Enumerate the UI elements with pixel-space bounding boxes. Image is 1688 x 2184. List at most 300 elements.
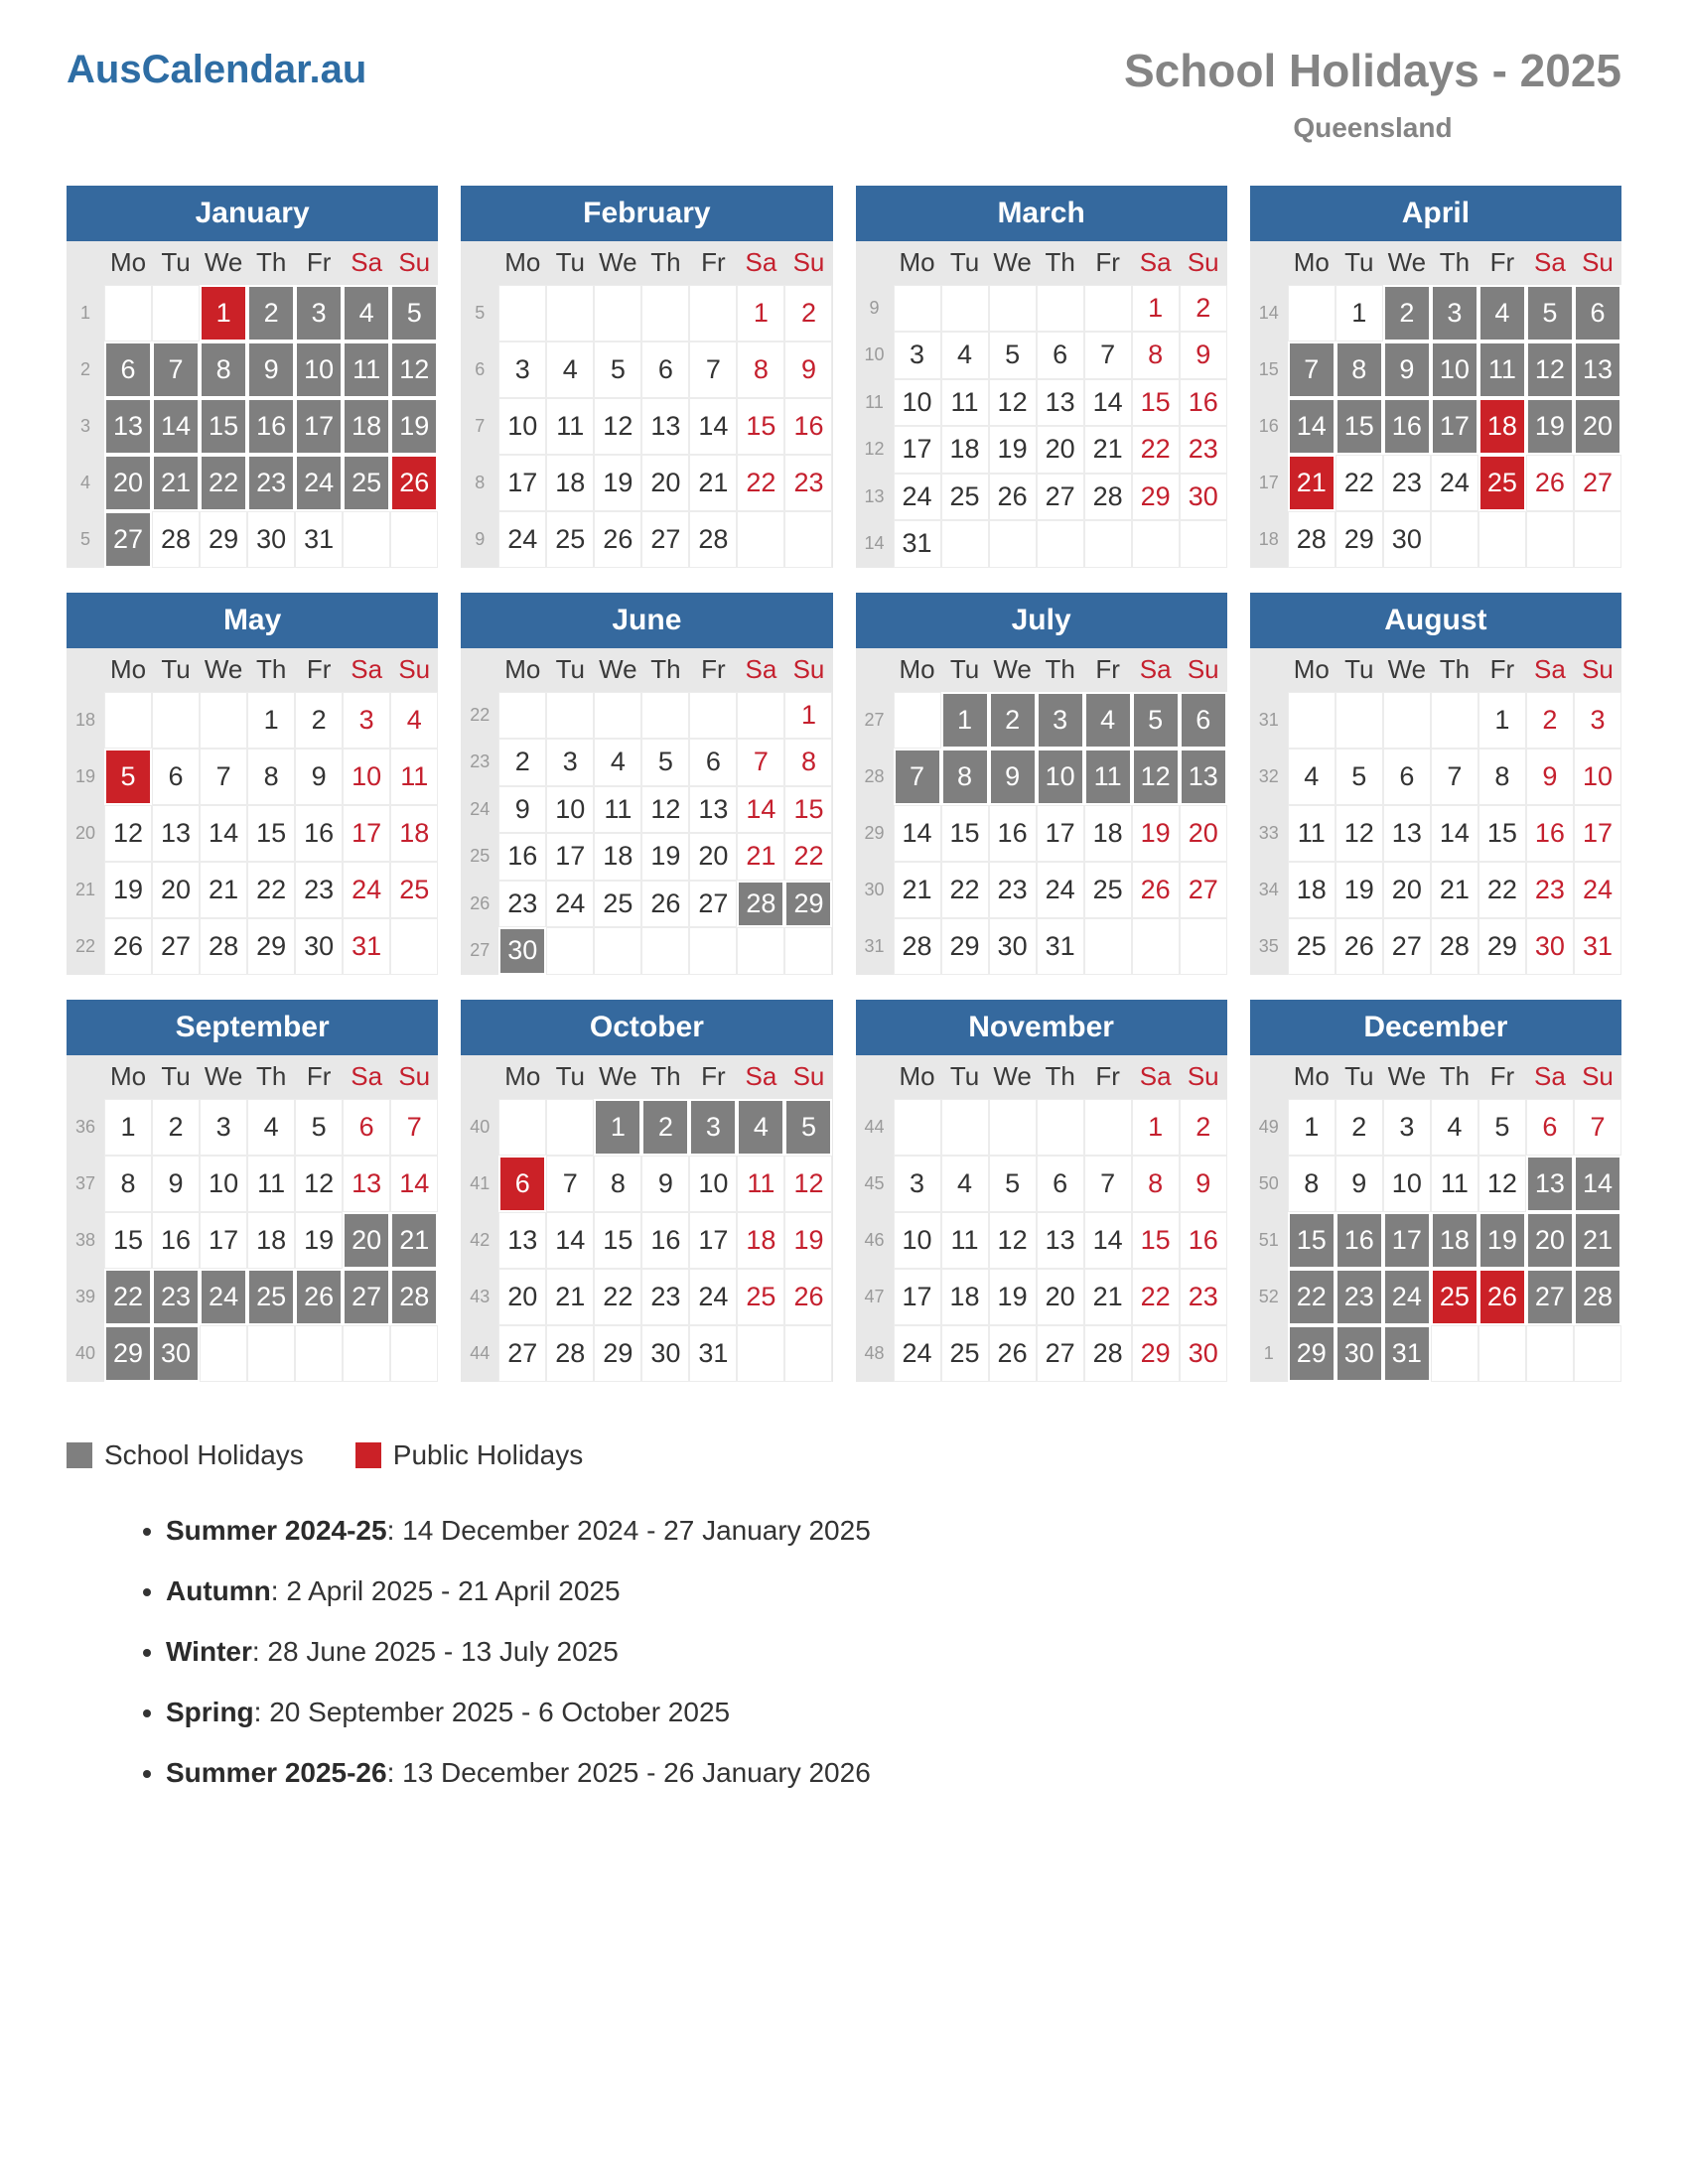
- day-cell: 27: [1574, 455, 1621, 511]
- month-calendar-march: [856, 186, 1227, 568]
- day-of-week-header: We: [204, 654, 243, 685]
- day-cell: 27: [1037, 1325, 1084, 1382]
- month-title: April: [1250, 186, 1621, 241]
- day-cell: 10: [1574, 749, 1621, 805]
- day-cell: 8: [104, 1156, 152, 1212]
- day-cell: 24: [546, 881, 594, 928]
- empty-day-cell: [498, 692, 546, 740]
- empty-day-cell: [546, 927, 594, 975]
- day-cell: 5: [104, 749, 152, 805]
- site-logo[interactable]: AusCalendar.au: [67, 48, 367, 91]
- day-cell: 12: [989, 1212, 1037, 1269]
- legend: [67, 1439, 1621, 1471]
- month-title: October: [461, 1000, 832, 1055]
- empty-day-cell: [894, 1099, 941, 1156]
- day-cell: 9: [1383, 341, 1431, 398]
- week-number: 20: [74, 822, 96, 843]
- day-cell: 6: [641, 341, 689, 398]
- day-of-week-header: Mo: [109, 654, 147, 685]
- day-cell: 13: [1526, 1156, 1574, 1212]
- day-cell: 10: [894, 1212, 941, 1269]
- day-cell: 25: [1478, 455, 1526, 511]
- week-number: 7: [475, 415, 486, 436]
- day-cell: 13: [1037, 1212, 1084, 1269]
- day-cell: 1: [247, 692, 295, 749]
- day-cell: 17: [1037, 805, 1084, 862]
- empty-day-cell: [784, 1325, 832, 1382]
- day-cell: 30: [1336, 1325, 1383, 1382]
- day-cell: 30: [641, 1325, 689, 1382]
- day-cell: 6: [1180, 692, 1227, 749]
- empty-day-cell: [1526, 511, 1574, 568]
- day-of-week-header: Sa: [351, 654, 383, 685]
- day-cell: 2: [1180, 285, 1227, 333]
- day-of-week-header: Th: [1439, 654, 1471, 685]
- empty-day-cell: [1180, 918, 1227, 975]
- day-cell: 11: [1431, 1156, 1478, 1212]
- day-cell: 1: [594, 1099, 641, 1156]
- week-number: 25: [470, 846, 491, 867]
- day-of-week-header: Tu: [161, 1061, 191, 1092]
- day-cell: 3: [1431, 285, 1478, 341]
- day-cell: 2: [1180, 1099, 1227, 1156]
- month-calendar-september: [67, 1000, 438, 1382]
- week-number: 51: [1258, 1229, 1279, 1250]
- day-cell: 24: [894, 474, 941, 521]
- day-cell: 23: [784, 455, 832, 511]
- day-cell: 9: [989, 749, 1037, 805]
- month-calendar-july: [856, 593, 1227, 975]
- day-cell: 2: [247, 285, 295, 341]
- week-number: 15: [1258, 358, 1279, 379]
- month-title: September: [67, 1000, 438, 1055]
- empty-day-cell: [941, 285, 989, 333]
- day-cell: 30: [1180, 474, 1227, 521]
- day-of-week-header: Fr: [1095, 654, 1120, 685]
- day-of-week-header: We: [1387, 247, 1427, 278]
- corner-cell: [1250, 1055, 1288, 1099]
- legend-label: School Holidays: [104, 1438, 304, 1470]
- day-cell: 20: [1037, 1269, 1084, 1325]
- day-of-week-header: Sa: [351, 247, 383, 278]
- day-cell: 8: [1132, 332, 1180, 379]
- day-of-week-header: Tu: [949, 654, 980, 685]
- week-number: 31: [1258, 709, 1279, 730]
- day-cell: 29: [200, 511, 247, 568]
- day-cell: 10: [1383, 1156, 1431, 1212]
- month-calendar-december: [1250, 1000, 1621, 1382]
- day-cell: 27: [1383, 918, 1431, 975]
- day-cell: 11: [1084, 749, 1132, 805]
- day-cell: 24: [1383, 1269, 1431, 1325]
- day-cell: 10: [689, 1156, 737, 1212]
- month-table: [856, 1055, 1227, 1382]
- week-number: 9: [475, 528, 486, 549]
- corner-cell: [67, 241, 104, 285]
- week-number: 48: [864, 1342, 885, 1363]
- week-number: 1: [1263, 1342, 1274, 1363]
- day-cell: 26: [1526, 455, 1574, 511]
- empty-day-cell: [200, 1325, 247, 1382]
- day-cell: 19: [784, 1212, 832, 1269]
- week-number: 50: [1258, 1172, 1279, 1193]
- day-of-week-header: Mo: [1293, 1061, 1330, 1092]
- day-cell: 18: [594, 833, 641, 881]
- day-cell: 14: [1084, 379, 1132, 427]
- empty-day-cell: [1478, 1325, 1526, 1382]
- legend-item-school: [67, 1439, 304, 1471]
- holiday-period-label: Autumn: [166, 1574, 271, 1606]
- day-of-week-header: Su: [792, 654, 825, 685]
- day-of-week-header: Mo: [899, 1061, 935, 1092]
- day-cell: 29: [247, 918, 295, 975]
- day-cell: 2: [1336, 1099, 1383, 1156]
- day-cell: 27: [343, 1269, 390, 1325]
- empty-day-cell: [343, 511, 390, 568]
- day-cell: 30: [1383, 511, 1431, 568]
- week-number: 14: [1258, 302, 1279, 323]
- day-cell: 26: [784, 1269, 832, 1325]
- day-cell: 27: [689, 881, 737, 928]
- day-cell: 5: [594, 341, 641, 398]
- day-cell: 16: [1180, 379, 1227, 427]
- day-of-week-header: Su: [1582, 247, 1614, 278]
- day-of-week-header: Th: [650, 654, 681, 685]
- holiday-period-label: Summer 2025-26: [166, 1756, 387, 1788]
- week-number: 52: [1258, 1286, 1279, 1306]
- day-cell: 7: [737, 739, 784, 786]
- day-of-week-header: Mo: [899, 247, 935, 278]
- day-cell: 31: [1037, 918, 1084, 975]
- week-number: 33: [1258, 822, 1279, 843]
- day-cell: 4: [1431, 1099, 1478, 1156]
- day-cell: 16: [1383, 398, 1431, 455]
- day-cell: 4: [941, 332, 989, 379]
- day-of-week-header: We: [599, 654, 637, 685]
- week-number: 8: [475, 472, 486, 492]
- day-cell: 12: [989, 379, 1037, 427]
- corner-cell: [461, 648, 498, 692]
- day-cell: 4: [546, 341, 594, 398]
- day-cell: 15: [1288, 1212, 1336, 1269]
- day-cell: 16: [152, 1212, 200, 1269]
- day-cell: 29: [104, 1325, 152, 1382]
- holiday-period-item: • Spring: 20 September 2025 - 6 October 2025: [166, 1697, 1621, 1728]
- day-cell: 21: [1084, 426, 1132, 474]
- day-cell: 23: [498, 881, 546, 928]
- day-of-week-header: Th: [255, 247, 287, 278]
- day-cell: 12: [594, 398, 641, 455]
- empty-day-cell: [1431, 1325, 1478, 1382]
- month-title: July: [856, 593, 1227, 648]
- empty-day-cell: [641, 927, 689, 975]
- week-number: 27: [470, 940, 491, 961]
- day-of-week-header: Fr: [1489, 1061, 1515, 1092]
- day-cell: 6: [152, 749, 200, 805]
- day-cell: 19: [104, 862, 152, 918]
- month-table: [1250, 241, 1621, 568]
- day-cell: 30: [1180, 1325, 1227, 1382]
- day-cell: 16: [1336, 1212, 1383, 1269]
- week-number: 13: [864, 485, 885, 506]
- day-cell: 28: [689, 511, 737, 568]
- day-of-week-header: Sa: [351, 1061, 383, 1092]
- day-cell: 17: [1431, 398, 1478, 455]
- day-of-week-header: Su: [398, 1061, 431, 1092]
- day-cell: 17: [200, 1212, 247, 1269]
- day-cell: 21: [1574, 1212, 1621, 1269]
- day-cell: 8: [1132, 1156, 1180, 1212]
- day-cell: 27: [1180, 862, 1227, 918]
- day-cell: 9: [295, 749, 343, 805]
- day-cell: 7: [894, 749, 941, 805]
- day-cell: 25: [546, 511, 594, 568]
- day-cell: 5: [1526, 285, 1574, 341]
- day-cell: 20: [1037, 426, 1084, 474]
- day-of-week-header: We: [599, 1061, 637, 1092]
- empty-day-cell: [1288, 692, 1336, 749]
- day-cell: 3: [1037, 692, 1084, 749]
- day-cell: 18: [941, 1269, 989, 1325]
- month-calendar-august: [1250, 593, 1621, 975]
- day-cell: 22: [200, 455, 247, 511]
- day-cell: 22: [737, 455, 784, 511]
- day-cell: 26: [390, 455, 438, 511]
- month-table: [1250, 648, 1621, 975]
- day-cell: 29: [594, 1325, 641, 1382]
- legend-label: Public Holidays: [392, 1438, 584, 1470]
- day-cell: 8: [941, 749, 989, 805]
- day-cell: 25: [343, 455, 390, 511]
- day-of-week-header: Sa: [1139, 1061, 1172, 1092]
- month-table: [1250, 1055, 1621, 1382]
- day-cell: 23: [1526, 862, 1574, 918]
- day-cell: 31: [343, 918, 390, 975]
- empty-day-cell: [894, 285, 941, 333]
- day-cell: 8: [1336, 341, 1383, 398]
- day-of-week-header: Mo: [504, 654, 541, 685]
- week-number: 5: [475, 302, 486, 323]
- day-of-week-header: Su: [1582, 1061, 1614, 1092]
- day-cell: 16: [498, 833, 546, 881]
- day-cell: 7: [1574, 1099, 1621, 1156]
- day-of-week-header: Tu: [555, 247, 585, 278]
- holiday-period-label: Winter: [166, 1635, 252, 1667]
- day-cell: 9: [247, 341, 295, 398]
- holiday-periods-list: [67, 1515, 1621, 1789]
- day-cell: 27: [104, 511, 152, 568]
- empty-day-cell: [1574, 1325, 1621, 1382]
- day-cell: 28: [152, 511, 200, 568]
- day-cell: 9: [1180, 1156, 1227, 1212]
- day-cell: 22: [784, 833, 832, 881]
- day-of-week-header: We: [1387, 1061, 1427, 1092]
- week-number: 42: [470, 1229, 491, 1250]
- week-number: 28: [864, 765, 885, 786]
- day-cell: 4: [1288, 749, 1336, 805]
- day-cell: 6: [1526, 1099, 1574, 1156]
- day-cell: 15: [104, 1212, 152, 1269]
- week-number: 5: [79, 528, 90, 549]
- corner-cell: [1250, 648, 1288, 692]
- day-cell: 12: [1132, 749, 1180, 805]
- day-cell: 7: [152, 341, 200, 398]
- day-cell: 30: [247, 511, 295, 568]
- day-cell: 16: [989, 805, 1037, 862]
- day-cell: 20: [104, 455, 152, 511]
- week-number: 37: [74, 1172, 96, 1193]
- day-cell: 15: [1478, 805, 1526, 862]
- day-cell: 7: [546, 1156, 594, 1212]
- day-cell: 4: [941, 1156, 989, 1212]
- empty-day-cell: [941, 520, 989, 568]
- empty-day-cell: [1084, 918, 1132, 975]
- empty-day-cell: [594, 692, 641, 740]
- week-number: 31: [864, 935, 885, 956]
- month-title: January: [67, 186, 438, 241]
- day-of-week-header: Mo: [1293, 654, 1330, 685]
- week-number: 29: [864, 822, 885, 843]
- day-cell: 24: [343, 862, 390, 918]
- month-calendar-january: [67, 186, 438, 568]
- month-calendar-october: [461, 1000, 832, 1382]
- day-cell: 16: [641, 1212, 689, 1269]
- day-cell: 2: [152, 1099, 200, 1156]
- day-cell: 15: [784, 786, 832, 834]
- day-cell: 1: [941, 692, 989, 749]
- day-cell: 8: [1288, 1156, 1336, 1212]
- day-cell: 7: [689, 341, 737, 398]
- day-cell: 26: [1132, 862, 1180, 918]
- day-cell: 18: [941, 426, 989, 474]
- day-cell: 19: [1132, 805, 1180, 862]
- day-cell: 25: [941, 1325, 989, 1382]
- day-cell: 28: [1574, 1269, 1621, 1325]
- week-number: 1: [79, 302, 90, 323]
- day-cell: 29: [784, 881, 832, 928]
- day-cell: 8: [247, 749, 295, 805]
- holiday-period-item: • Summer 2025-26: 13 December 2025 - 26 January 2026: [166, 1757, 1621, 1789]
- empty-day-cell: [737, 927, 784, 975]
- day-cell: 16: [1180, 1212, 1227, 1269]
- day-cell: 30: [989, 918, 1037, 975]
- day-cell: 6: [1037, 332, 1084, 379]
- day-of-week-header: Tu: [555, 1061, 585, 1092]
- empty-day-cell: [689, 927, 737, 975]
- legend-item-public: [355, 1439, 583, 1471]
- day-cell: 11: [546, 398, 594, 455]
- month-table: [461, 241, 832, 568]
- day-cell: 20: [1574, 398, 1621, 455]
- day-cell: 17: [498, 455, 546, 511]
- day-of-week-header: We: [993, 1061, 1032, 1092]
- empty-day-cell: [641, 285, 689, 341]
- day-cell: 15: [247, 805, 295, 862]
- day-of-week-header: Su: [398, 247, 431, 278]
- day-of-week-header: Tu: [1344, 654, 1374, 685]
- day-cell: 9: [1526, 749, 1574, 805]
- empty-day-cell: [1574, 511, 1621, 568]
- day-cell: 17: [689, 1212, 737, 1269]
- day-cell: 23: [641, 1269, 689, 1325]
- holiday-period-item: • Autumn: 2 April 2025 - 21 April 2025: [166, 1575, 1621, 1607]
- day-of-week-header: Sa: [1139, 654, 1172, 685]
- week-number: 19: [74, 765, 96, 786]
- day-cell: 1: [1478, 692, 1526, 749]
- empty-day-cell: [498, 1099, 546, 1156]
- empty-day-cell: [343, 1325, 390, 1382]
- month-table: [461, 1055, 832, 1382]
- day-cell: 22: [1132, 426, 1180, 474]
- day-of-week-header: We: [599, 247, 637, 278]
- day-cell: 5: [390, 285, 438, 341]
- day-cell: 11: [247, 1156, 295, 1212]
- week-number: 4: [79, 472, 90, 492]
- day-cell: 11: [737, 1156, 784, 1212]
- day-of-week-header: Tu: [161, 247, 191, 278]
- month-title: November: [856, 1000, 1227, 1055]
- day-cell: 7: [200, 749, 247, 805]
- day-cell: 27: [1037, 474, 1084, 521]
- empty-day-cell: [689, 285, 737, 341]
- day-cell: 13: [152, 805, 200, 862]
- day-cell: 9: [152, 1156, 200, 1212]
- empty-day-cell: [641, 692, 689, 740]
- day-cell: 12: [390, 341, 438, 398]
- empty-day-cell: [1132, 918, 1180, 975]
- day-cell: 12: [784, 1156, 832, 1212]
- day-cell: 6: [104, 341, 152, 398]
- empty-day-cell: [737, 692, 784, 740]
- page-subtitle-region: Queensland: [1293, 111, 1453, 143]
- day-cell: 9: [641, 1156, 689, 1212]
- week-number: 14: [864, 533, 885, 554]
- day-cell: 9: [1180, 332, 1227, 379]
- day-cell: 25: [941, 474, 989, 521]
- day-cell: 3: [689, 1099, 737, 1156]
- day-cell: 5: [1336, 749, 1383, 805]
- day-cell: 24: [498, 511, 546, 568]
- week-number: 39: [74, 1286, 96, 1306]
- day-cell: 10: [343, 749, 390, 805]
- day-cell: 19: [989, 1269, 1037, 1325]
- day-of-week-header: Mo: [109, 247, 147, 278]
- day-cell: 21: [1431, 862, 1478, 918]
- day-of-week-header: Su: [1187, 654, 1219, 685]
- day-cell: 23: [1180, 426, 1227, 474]
- day-cell: 5: [641, 739, 689, 786]
- holiday-period-item: • Summer 2024-25: 14 December 2024 - 27 January 2025: [166, 1515, 1621, 1547]
- empty-day-cell: [390, 511, 438, 568]
- empty-day-cell: [1037, 520, 1084, 568]
- day-cell: 28: [1084, 1325, 1132, 1382]
- day-cell: 14: [737, 786, 784, 834]
- day-cell: 17: [894, 426, 941, 474]
- day-cell: 18: [546, 455, 594, 511]
- day-of-week-header: Fr: [1095, 247, 1120, 278]
- day-cell: 19: [390, 398, 438, 455]
- empty-day-cell: [1180, 520, 1227, 568]
- months-grid: [67, 186, 1621, 1382]
- day-cell: 10: [546, 786, 594, 834]
- day-of-week-header: Th: [255, 1061, 287, 1092]
- day-cell: 23: [1336, 1269, 1383, 1325]
- empty-day-cell: [784, 511, 832, 568]
- day-cell: 10: [295, 341, 343, 398]
- day-cell: 7: [1084, 332, 1132, 379]
- day-cell: 25: [594, 881, 641, 928]
- empty-day-cell: [784, 927, 832, 975]
